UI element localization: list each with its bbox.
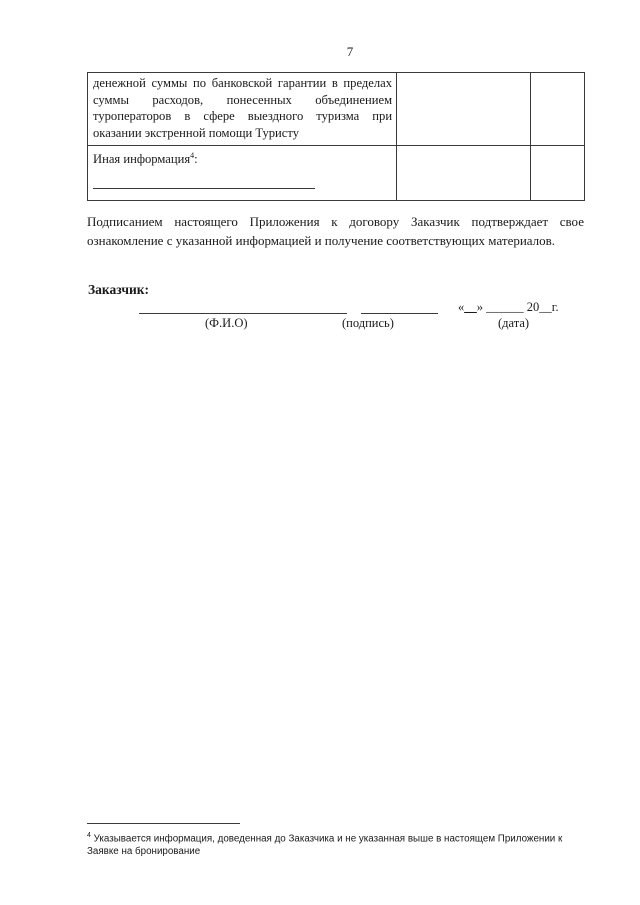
name-signature-line (139, 313, 347, 314)
footnote-rule (87, 823, 240, 824)
page-number: 7 (346, 44, 354, 59)
row1-line: туроператоров в сфере выездного туризма при (93, 109, 393, 123)
table-cell-empty (397, 146, 531, 201)
confirmation-paragraph: Подписанием настоящего Приложения к договору Заказчик подтверждает свое ознакомление с указанной информацией и получение соответствующих материалов. (87, 214, 584, 248)
date-open-quote: « (458, 300, 465, 314)
other-info-label: Иная информация (93, 152, 191, 167)
row1-line: суммы расходов, понесенных объединением (93, 92, 393, 107)
row1-line: оказании экстренной помощи Туристу (93, 125, 300, 140)
table-cell-description (88, 73, 397, 146)
table-cell-other-info (88, 146, 397, 201)
other-info-colon: : (194, 152, 198, 167)
date-close-quote: » (476, 300, 483, 314)
footnote-text: Указывается информация, доведенная до Заказчика и не указанная выше в настоящем Приложении к Заявке на бронирование (87, 833, 563, 858)
name-caption: (Ф.И.О) (205, 316, 248, 330)
date-caption: (дата) (498, 316, 530, 330)
date-day-blank: __ (464, 300, 477, 314)
info-table (87, 72, 585, 201)
footnote-ref: 4 (190, 151, 195, 160)
table-row (88, 146, 585, 201)
date-field (458, 300, 559, 315)
other-info-blank-line (93, 188, 315, 189)
date-month-blank: ______ (486, 300, 524, 314)
date-year: 20__г. (526, 300, 559, 314)
footnote (87, 829, 567, 858)
table-cell-empty (397, 73, 531, 146)
footnote-number: 4 (87, 832, 91, 839)
row1-line: денежной суммы по банковской гарантии в пределах (93, 76, 393, 90)
table-row (88, 73, 585, 146)
table-cell-empty (531, 73, 585, 146)
signature-line (361, 313, 438, 314)
signature-caption: (подпись) (342, 316, 394, 330)
table-cell-empty (531, 146, 585, 201)
customer-label: Заказчик: (88, 282, 150, 297)
